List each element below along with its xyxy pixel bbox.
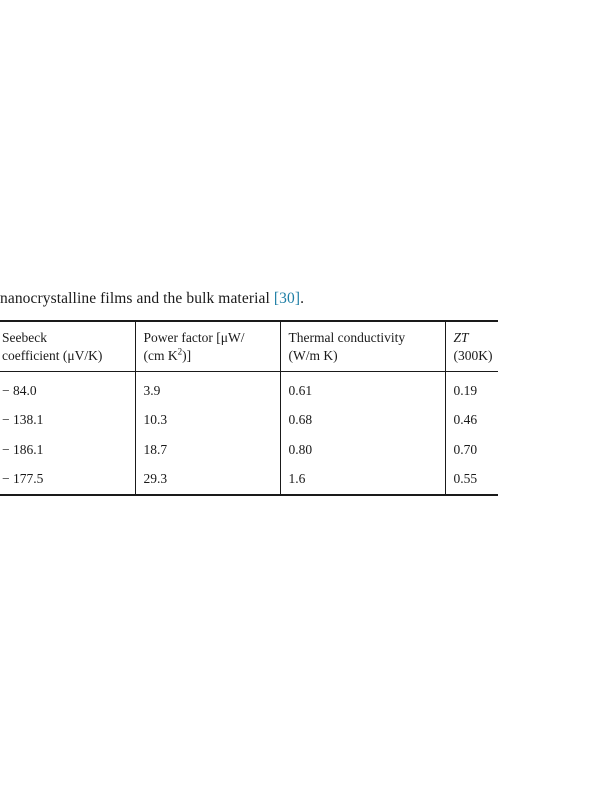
cell-seebeck: − 138.1 bbox=[0, 406, 135, 436]
cell-thermal-conductivity: 0.68 bbox=[280, 406, 445, 436]
table-caption bbox=[0, 290, 304, 308]
properties-table bbox=[0, 320, 498, 496]
table-row bbox=[0, 435, 498, 465]
table-header-row bbox=[0, 321, 498, 372]
data-table-container bbox=[0, 320, 498, 496]
cell-thermal-conductivity: 0.80 bbox=[280, 435, 445, 465]
header-power-factor: Power factor [μW/ (cm $K^2$)] bbox=[135, 321, 280, 372]
header-seebeck: Seebeck coefficient (μV/K) bbox=[0, 321, 135, 372]
cell-power-factor: 3.9 bbox=[135, 372, 280, 406]
cell-power-factor: 29.3 bbox=[135, 465, 280, 496]
cell-thermal-conductivity: 1.6 bbox=[280, 465, 445, 496]
cell-thermal-conductivity: 0.61 bbox=[280, 372, 445, 406]
cell-power-factor: 10.3 bbox=[135, 406, 280, 436]
caption-end: . bbox=[300, 290, 305, 307]
cell-zt: 0.46 bbox=[453, 412, 478, 428]
header-zt: ZT (300K) bbox=[453, 330, 493, 363]
cell-seebeck: − 177.5 bbox=[0, 465, 135, 496]
citation-link[interactable]: [30] bbox=[273, 290, 301, 307]
cell-power-factor: 18.7 bbox=[135, 435, 280, 465]
header-thermal-conductivity: Thermal conductivity (W/m K) bbox=[280, 321, 445, 372]
cell-seebeck: − 186.1 bbox=[0, 435, 135, 465]
cell-zt: 0.19 bbox=[453, 382, 478, 398]
cell-zt: 0.55 bbox=[453, 471, 478, 487]
cell-zt: 0.70 bbox=[453, 441, 478, 457]
cell-seebeck: − 84.0 bbox=[0, 372, 135, 406]
table-row bbox=[0, 372, 498, 406]
caption-text: nanocrystalline films and the bulk material bbox=[0, 290, 274, 307]
table-row bbox=[0, 465, 498, 496]
table-row bbox=[0, 406, 498, 436]
